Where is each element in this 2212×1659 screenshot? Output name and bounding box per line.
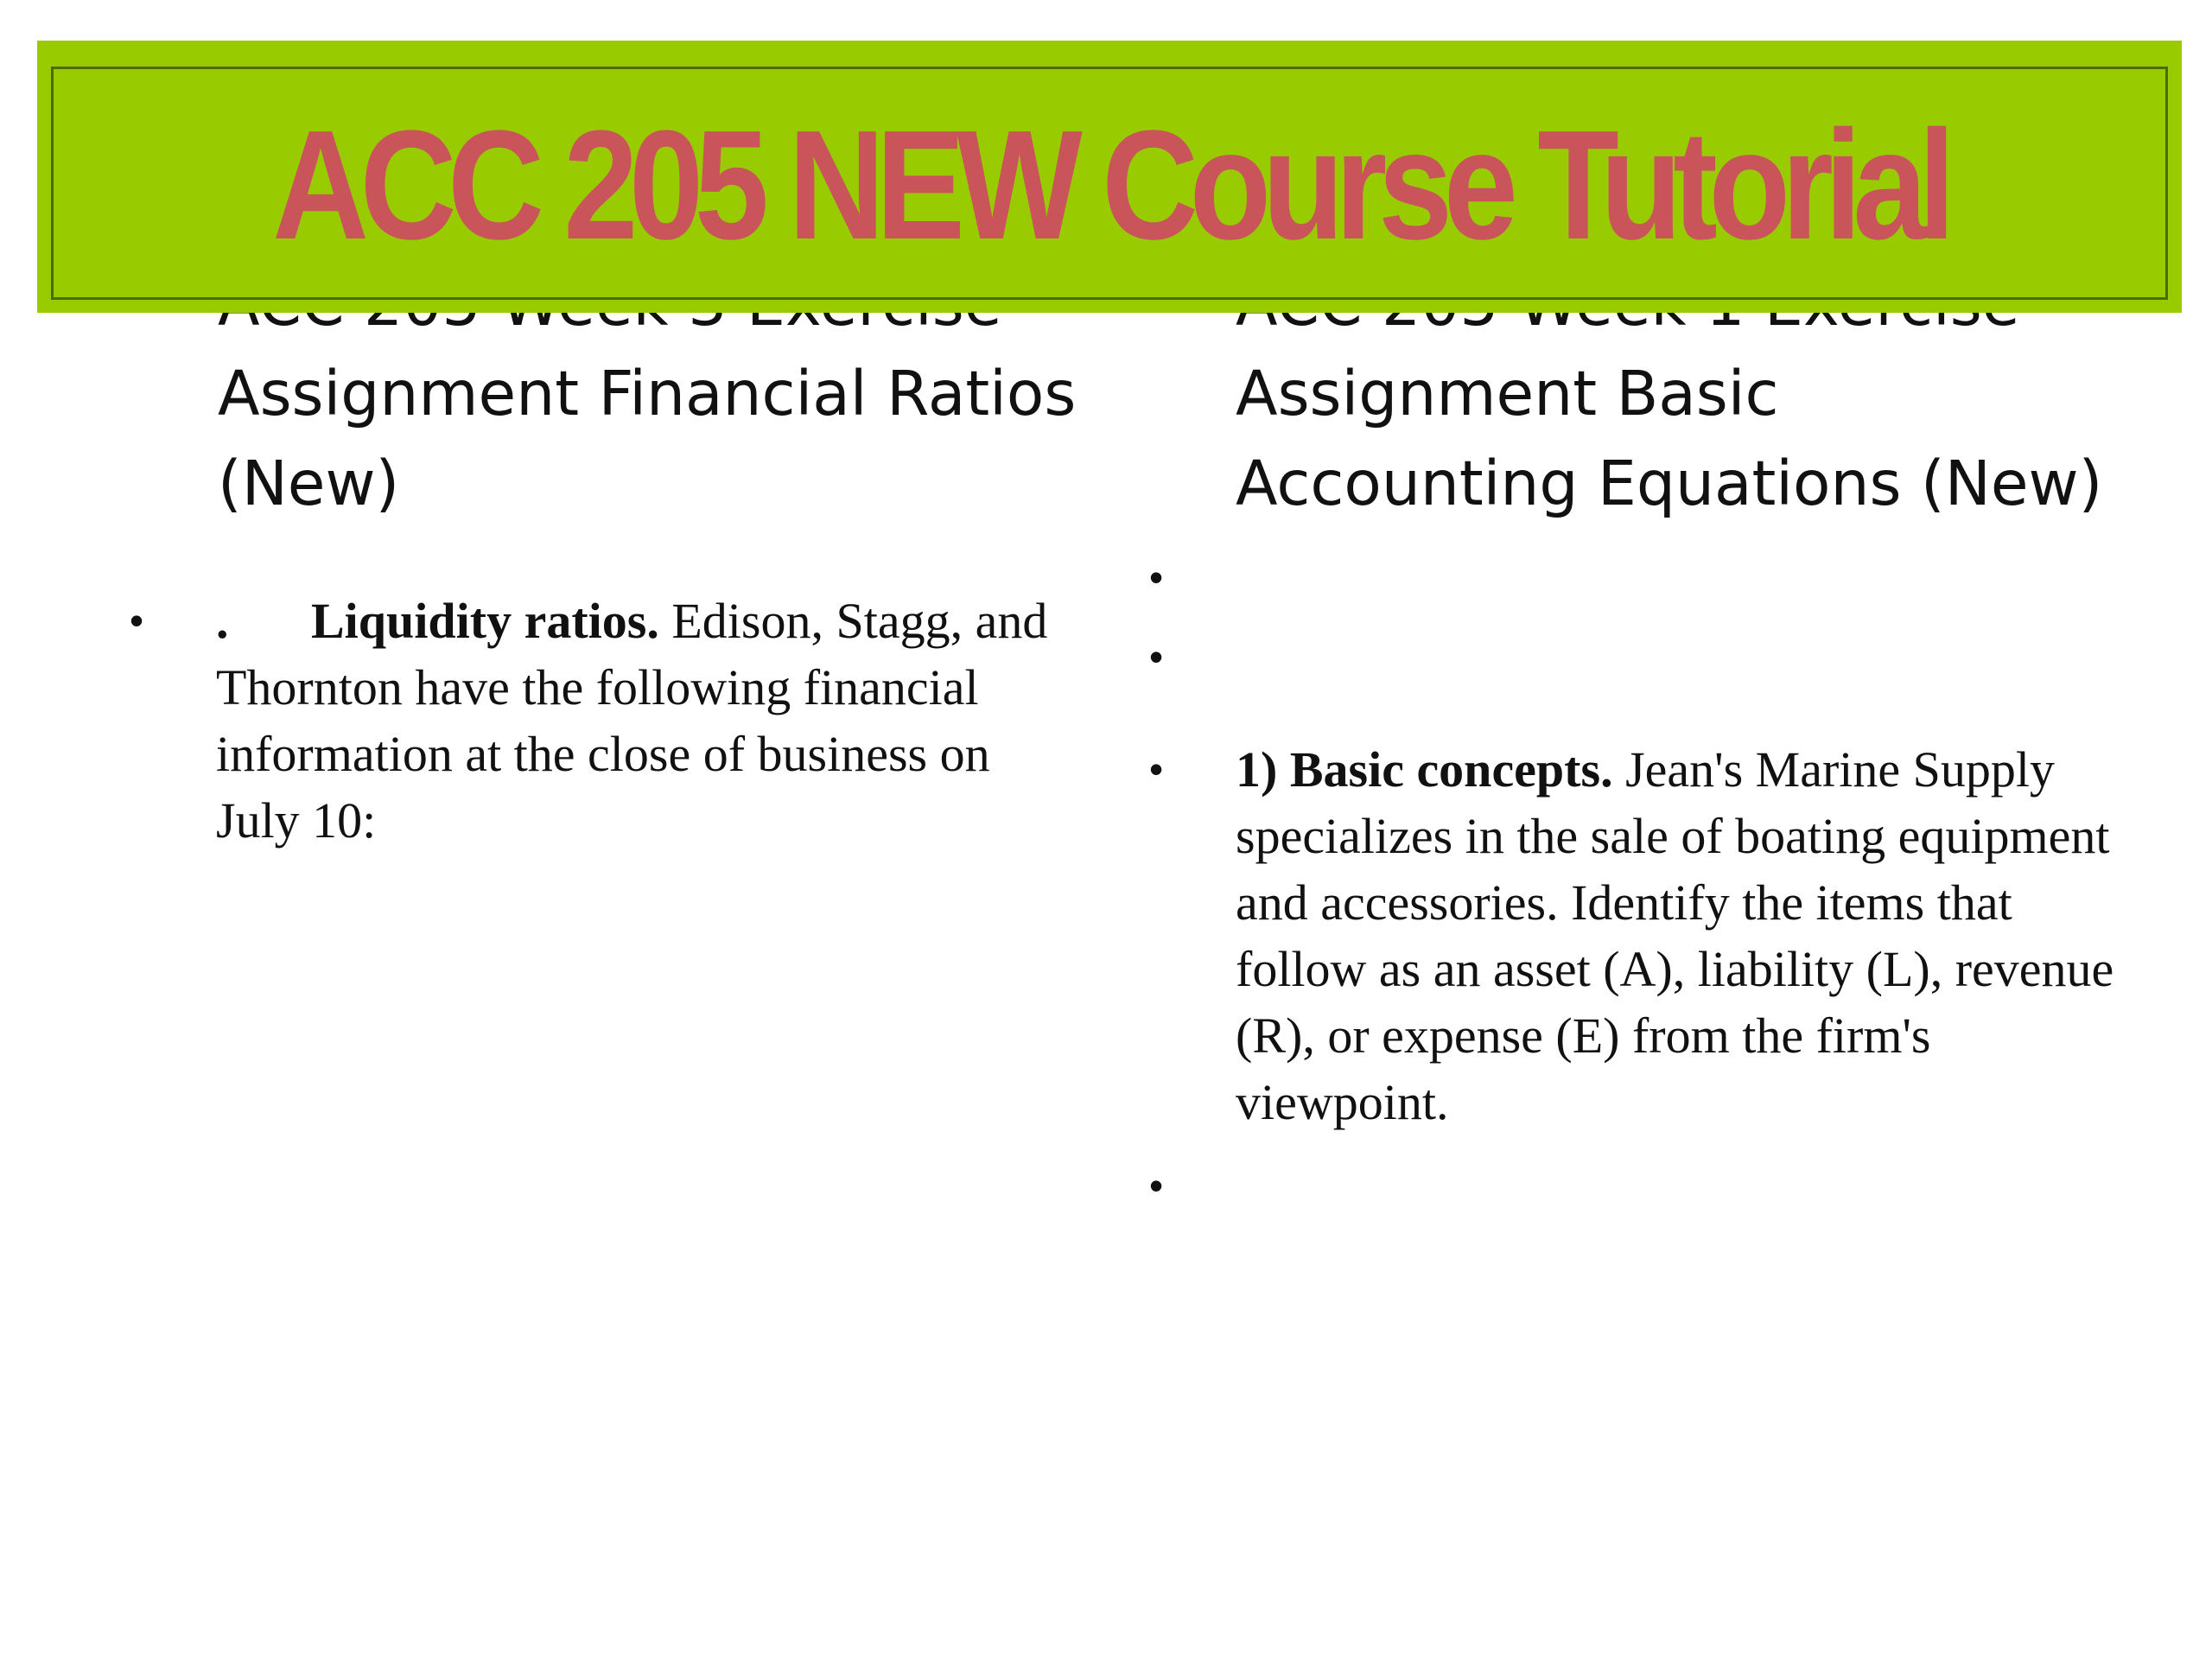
right-bullet-empty-1 bbox=[1149, 544, 2117, 624]
bullet-dot: • bbox=[1149, 634, 1164, 679]
left-heading-line-3: (New) bbox=[218, 448, 400, 519]
left-bullet-liquidity-ratios bbox=[130, 588, 1080, 854]
bullet-bold-label: Liquidity ratios. bbox=[311, 593, 659, 649]
bullet-dot: • bbox=[1149, 747, 1164, 791]
right-bullet-list bbox=[1149, 544, 2117, 1232]
right-bullet-empty-2 bbox=[1149, 624, 2117, 736]
bullet-text: Jean's Marine Supply specializes in the sale of boating equipment and accessories. Identify the items that follow as an asset (A), liability (L), revenue (R), or expense (E) from the firm's viewpoint. bbox=[1236, 741, 2114, 1130]
bullet-text: Edison, Stagg, and Thornton have the following financial information at the close of business on July 10: bbox=[216, 593, 1048, 849]
bullet-dot: • bbox=[1149, 1163, 1164, 1208]
left-heading-line-2: Assignment Financial Ratios bbox=[218, 358, 1077, 429]
right-bullet-empty-3 bbox=[1149, 1153, 2117, 1232]
title-banner bbox=[37, 41, 2182, 313]
bullet-lead: 1) bbox=[1236, 741, 1278, 798]
right-heading-line-2: Assignment Basic bbox=[1236, 358, 1779, 429]
left-bullet-list bbox=[130, 588, 1080, 854]
banner-title: ACC 205 NEW Course Tutorial bbox=[272, 99, 1947, 272]
bullet-lead: . bbox=[216, 593, 229, 649]
bullet-dot: • bbox=[130, 598, 144, 643]
bullet-bold-label: Basic concepts. bbox=[1289, 741, 1613, 798]
right-heading-line-3: Accounting Equations (New) bbox=[1236, 448, 2103, 519]
bullet-dot: • bbox=[1149, 555, 1164, 600]
right-bullet-basic-concepts bbox=[1149, 736, 2117, 1135]
